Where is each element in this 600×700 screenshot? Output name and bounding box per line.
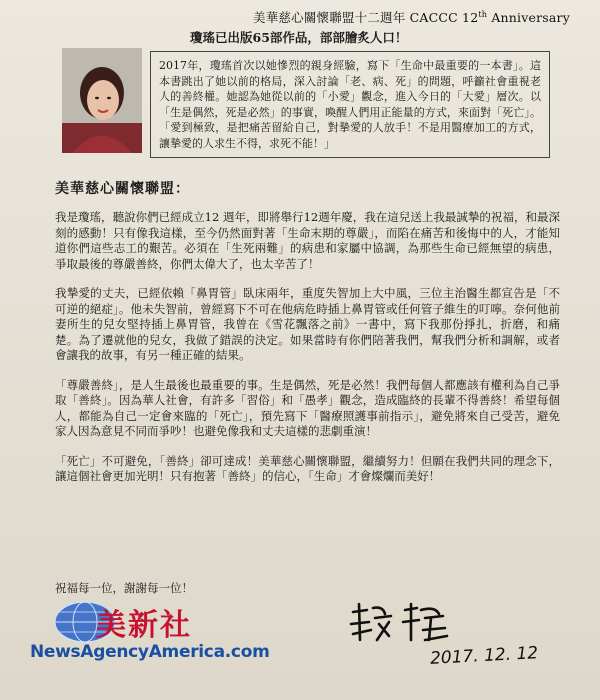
logo-brand-text: 美新社 [96, 608, 192, 643]
letter-paragraph: 「死亡」不可避免，「善終」卻可達成！美華慈心關懷聯盟，繼續努力！但願在我們共同的理念下，讓這個社會更加光明！只有抱著「善終」的信心，「生命」才會燦爛而美好！ [55, 453, 560, 483]
author-portrait [62, 48, 142, 153]
handwritten-signature [345, 600, 455, 650]
intro-section [150, 28, 550, 158]
signature-date: 2017. 12. 12 [429, 643, 539, 669]
letter-paragraph: 「尊嚴善終」，是人生最後也最重要的事。生是偶然，死是必然！我們每個人都應該有權利為自己爭取「善終」。因為華人社會，有許多「習俗」和「愚孝」觀念，造成臨終的長輩不得善終！希望每個人，都能為自己一定會來臨的「死亡」，預先寫下「醫療照護事前指示」，避免將來自己受苦，避免家人因為意見不同而爭吵！也避免像我和丈夫這樣的悲劇重演！ [55, 377, 560, 438]
letter-paragraph: 我摯愛的丈夫，已經依賴「鼻胃管」臥床兩年，重度失智加上大中風，三位主治醫生都宣告是「不可逆的絕症」。他未失智前，曾經寫下不可在他病危時插上鼻胃管或任何管子維生的叮嚀。奈何他前妻所生的兒女堅持插上鼻胃管，我曾在《雪花飄落之前》一書中，寫下我那份掙扎，折磨，和痛楚。為了遷就他的兒女，我做了錯誤的決定。如果當時有你們陪著我們，幫我們分析和調解，或者會讓我的故事，有另一種正確的結果。 [55, 286, 560, 362]
logo-url-text: NewsAgencyAmerica.com [30, 642, 270, 662]
letter-body [55, 210, 560, 499]
intro-box: 2017年，瓊瑤首次以她慘烈的親身經驗，寫下「生命中最重要的一本書」。這本書跳出了她以前的格局，深入討論「老、病、死」的問題，呼籲社會重視老人的善終權。她認為她從以前的「小愛」觀念，進入今日的「大愛」層次。以「生是偶然，死是必然」的事實，喚醒人們用正能量的方式，來面對「死亡」。「愛到極致，是把痛苦留給自己，對摯愛的人放手！不是用醫療加工的方式，讓摯愛的人求生不得，求死不能！」 [150, 51, 550, 158]
news-agency-logo [30, 598, 270, 668]
anniversary-header: 美華慈心關懷聯盟十二週年 CACCC 12th Anniversary [253, 9, 570, 25]
intro-title: 瓊瑤已出版65部作品，部部膾炙人口！ [190, 30, 408, 45]
letter-paragraph: 我是瓊瑤，聽說你們已經成立12 週年，即將舉行12週年慶，我在這兒送上我最誠摯的祝福，和最深刻的感動！只有像我這樣，至今仍然面對著「生命末期的尊嚴」，而陷在痛苦和後悔中的人，才能知道你們這些志工的艱苦。必須在「生死兩難」的病患和家屬中協調，為那些生命已經無望的病患，爭取最後的尊嚴善終，你們太偉大了，也太辛苦了！ [55, 210, 560, 271]
letter-closing: 祝福每一位，謝謝每一位！ [55, 581, 193, 595]
letter-greeting: 美華慈心關懷聯盟： [55, 181, 190, 197]
